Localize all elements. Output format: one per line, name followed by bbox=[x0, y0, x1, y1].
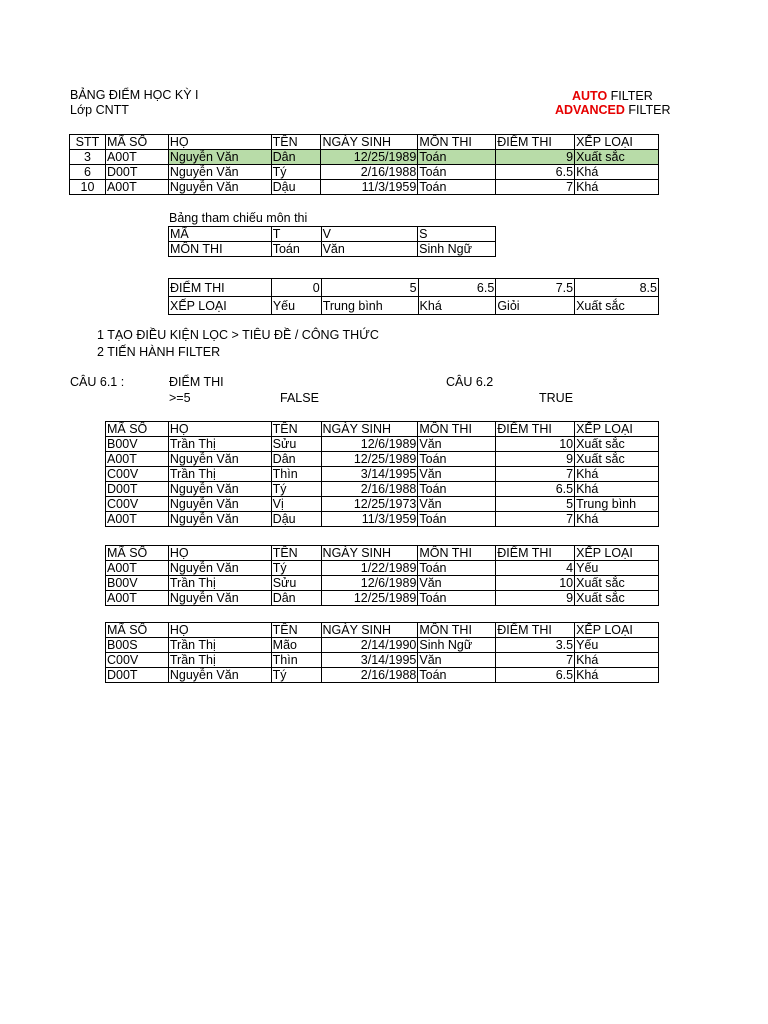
table-row[interactable] bbox=[106, 638, 659, 653]
cell[interactable]: 6.5 bbox=[496, 165, 575, 180]
cell[interactable]: 10 bbox=[496, 437, 575, 452]
subject-ref-table bbox=[168, 226, 496, 257]
cell[interactable]: Trần Thị bbox=[168, 638, 271, 653]
cell[interactable]: Sinh Ngữ bbox=[418, 242, 496, 257]
cell[interactable]: Toán bbox=[418, 165, 496, 180]
main-table bbox=[69, 134, 659, 195]
cell[interactable]: 1/22/1989 bbox=[321, 561, 418, 576]
cell[interactable]: D00T bbox=[106, 482, 169, 497]
cell[interactable]: 10 bbox=[496, 576, 575, 591]
cell[interactable]: S bbox=[418, 227, 496, 242]
cell[interactable]: Sửu bbox=[271, 437, 321, 452]
cell[interactable]: Xuất sắc bbox=[575, 150, 659, 165]
cell[interactable]: Nguyễn Văn bbox=[168, 668, 271, 683]
cell[interactable]: Khá bbox=[575, 482, 659, 497]
table-row bbox=[169, 242, 496, 257]
cell[interactable]: 0 bbox=[271, 279, 321, 297]
cell[interactable]: 7.5 bbox=[496, 279, 575, 297]
header-cell: HỌ bbox=[168, 135, 271, 150]
cell[interactable]: Nguyễn Văn bbox=[168, 591, 271, 606]
cell[interactable]: A00T bbox=[105, 180, 168, 195]
cell[interactable]: ĐIỂM THI bbox=[169, 279, 272, 297]
cell[interactable]: 7 bbox=[496, 467, 575, 482]
cell[interactable]: Nguyễn Văn bbox=[168, 497, 271, 512]
cell[interactable]: Tý bbox=[271, 482, 321, 497]
header-cell: TÊN bbox=[271, 546, 321, 561]
header-cell: NGÀY SINH bbox=[321, 546, 418, 561]
table-row[interactable] bbox=[70, 165, 659, 180]
header-cell: TÊN bbox=[271, 135, 321, 150]
cell[interactable]: Văn bbox=[418, 497, 496, 512]
cell[interactable]: Nguyễn Văn bbox=[168, 150, 271, 165]
cell[interactable]: 9 bbox=[496, 591, 575, 606]
cell[interactable]: Nguyễn Văn bbox=[168, 512, 271, 527]
table-row[interactable] bbox=[106, 467, 659, 482]
table-row[interactable] bbox=[106, 452, 659, 467]
cell[interactable]: Nguyễn Văn bbox=[168, 165, 271, 180]
table-row[interactable] bbox=[106, 437, 659, 452]
q61-label: CÂU 6.1 : bbox=[70, 375, 125, 389]
cell[interactable]: Toán bbox=[418, 512, 496, 527]
cell[interactable]: 6 bbox=[70, 165, 106, 180]
cell[interactable]: Khá bbox=[575, 467, 659, 482]
header-cell: ĐIỂM THI bbox=[496, 623, 575, 638]
header-cell: MÃ SỐ bbox=[106, 422, 169, 437]
cell[interactable]: Khá bbox=[418, 297, 496, 315]
cell[interactable]: Yếu bbox=[271, 297, 321, 315]
q62-label: CÂU 6.2 bbox=[446, 375, 494, 389]
header-cell: MÔN THI bbox=[418, 546, 496, 561]
cell[interactable]: Toán bbox=[418, 561, 496, 576]
cell[interactable]: C00V bbox=[106, 497, 169, 512]
header-cell: ĐIỂM THI bbox=[496, 135, 575, 150]
cell[interactable]: Xuất sắc bbox=[575, 452, 659, 467]
cell[interactable]: 12/6/1989 bbox=[321, 576, 418, 591]
table-header-row bbox=[106, 422, 659, 437]
cell[interactable]: Toán bbox=[418, 482, 496, 497]
cell[interactable]: Nguyễn Văn bbox=[168, 561, 271, 576]
cell[interactable]: Giỏi bbox=[496, 297, 575, 315]
cell[interactable]: Sinh Ngữ bbox=[418, 638, 496, 653]
table-header-row bbox=[106, 546, 659, 561]
cell[interactable]: Văn bbox=[418, 437, 496, 452]
cell[interactable]: Trần Thị bbox=[168, 467, 271, 482]
cell[interactable]: Tý bbox=[271, 668, 321, 683]
cell[interactable]: Xuất sắc bbox=[575, 297, 659, 315]
cell[interactable]: Xuất sắc bbox=[575, 437, 659, 452]
header-cell: MÃ SỐ bbox=[106, 623, 169, 638]
cell[interactable]: A00T bbox=[106, 512, 169, 527]
cell[interactable]: 3/14/1995 bbox=[321, 653, 418, 668]
cell[interactable]: Trần Thị bbox=[168, 437, 271, 452]
cell[interactable]: Khá bbox=[575, 653, 659, 668]
cell[interactable]: C00V bbox=[106, 653, 169, 668]
filter-result-table-3 bbox=[105, 622, 659, 683]
cell[interactable]: Trung bình bbox=[321, 297, 418, 315]
cell[interactable]: 12/6/1989 bbox=[321, 437, 418, 452]
cell[interactable]: Toán bbox=[418, 591, 496, 606]
cell[interactable]: Nguyễn Văn bbox=[168, 452, 271, 467]
cell[interactable]: A00T bbox=[106, 561, 169, 576]
cell[interactable]: MÔN THI bbox=[169, 242, 272, 257]
cell[interactable]: 12/25/1989 bbox=[321, 591, 418, 606]
table-row bbox=[169, 297, 659, 315]
cell[interactable]: Văn bbox=[418, 653, 496, 668]
cell[interactable]: 3.5 bbox=[496, 638, 575, 653]
cell[interactable]: 11/3/1959 bbox=[321, 180, 418, 195]
header-cell: MÃ SỐ bbox=[106, 546, 169, 561]
header-cell: ĐIỂM THI bbox=[496, 546, 575, 561]
header-cell: NGÀY SINH bbox=[321, 135, 418, 150]
filter-result-table-2 bbox=[105, 545, 659, 606]
table-row[interactable] bbox=[106, 653, 659, 668]
cell[interactable]: 5 bbox=[496, 497, 575, 512]
cell[interactable]: 6.5 bbox=[418, 279, 496, 297]
table-row[interactable] bbox=[106, 561, 659, 576]
cell[interactable]: Dân bbox=[271, 452, 321, 467]
cell[interactable]: Thìn bbox=[271, 467, 321, 482]
header-cell: XẾP LOẠI bbox=[575, 135, 659, 150]
class-name: Lớp CNTT bbox=[70, 103, 129, 117]
header-cell: MÔN THI bbox=[418, 135, 496, 150]
grade-ref-table bbox=[168, 278, 659, 315]
header-cell: XẾP LOẠI bbox=[575, 623, 659, 638]
cell[interactable]: A00T bbox=[106, 452, 169, 467]
cell[interactable]: 2/16/1988 bbox=[321, 165, 418, 180]
cell[interactable]: D00T bbox=[105, 165, 168, 180]
cell[interactable]: Văn bbox=[321, 242, 418, 257]
table-row[interactable] bbox=[106, 576, 659, 591]
cell[interactable]: Toán bbox=[418, 180, 496, 195]
cell[interactable]: 6.5 bbox=[496, 668, 575, 683]
cell[interactable]: 6.5 bbox=[496, 482, 575, 497]
table-row[interactable] bbox=[70, 150, 659, 165]
cell[interactable]: Khá bbox=[575, 165, 659, 180]
header-cell: TÊN bbox=[271, 422, 321, 437]
cell[interactable]: Trần Thị bbox=[168, 653, 271, 668]
cell[interactable]: Xuất sắc bbox=[575, 576, 659, 591]
q61-result: FALSE bbox=[280, 391, 319, 405]
cell[interactable]: 10 bbox=[70, 180, 106, 195]
auto-filter-accent: AUTO bbox=[572, 89, 608, 103]
cell[interactable]: 5 bbox=[321, 279, 418, 297]
cell[interactable]: 9 bbox=[496, 150, 575, 165]
cell[interactable]: 8.5 bbox=[575, 279, 659, 297]
q62-result: TRUE bbox=[539, 391, 574, 405]
table-row[interactable] bbox=[106, 497, 659, 512]
cell[interactable]: B00S bbox=[106, 638, 169, 653]
header-cell: NGÀY SINH bbox=[321, 422, 418, 437]
header-cell: HỌ bbox=[168, 623, 271, 638]
table-row[interactable] bbox=[106, 591, 659, 606]
cell[interactable]: Khá bbox=[575, 180, 659, 195]
cell[interactable]: Nguyễn Văn bbox=[168, 180, 271, 195]
cell[interactable]: Dân bbox=[271, 150, 321, 165]
cell[interactable]: 3/14/1995 bbox=[321, 467, 418, 482]
cell[interactable]: C00V bbox=[106, 467, 169, 482]
cell[interactable]: Toán bbox=[418, 452, 496, 467]
table-row bbox=[169, 227, 496, 242]
advanced-filter-label bbox=[555, 103, 671, 117]
table-row[interactable] bbox=[106, 668, 659, 683]
cell[interactable]: Mão bbox=[271, 638, 321, 653]
cell[interactable]: Tý bbox=[271, 165, 321, 180]
cell[interactable]: Trần Thị bbox=[168, 576, 271, 591]
table-row[interactable] bbox=[106, 482, 659, 497]
cell[interactable]: D00T bbox=[106, 668, 169, 683]
cell[interactable]: MÃ bbox=[169, 227, 272, 242]
header-cell: HỌ bbox=[168, 546, 271, 561]
table-row[interactable] bbox=[70, 180, 659, 195]
header-cell: HỌ bbox=[168, 422, 271, 437]
cell[interactable]: Tý bbox=[271, 561, 321, 576]
cell[interactable]: Khá bbox=[575, 512, 659, 527]
header-cell: TÊN bbox=[271, 623, 321, 638]
cell[interactable]: Dậu bbox=[271, 512, 321, 527]
cell[interactable]: Nguyễn Văn bbox=[168, 482, 271, 497]
cell[interactable]: Khá bbox=[575, 668, 659, 683]
cell[interactable]: V bbox=[321, 227, 418, 242]
advanced-filter-accent: ADVANCED bbox=[555, 103, 625, 117]
cell[interactable]: Thìn bbox=[271, 653, 321, 668]
header-cell: NGÀY SINH bbox=[321, 623, 418, 638]
cell[interactable]: 2/16/1988 bbox=[321, 668, 418, 683]
cell[interactable]: XẾP LOẠI bbox=[169, 297, 272, 315]
advanced-filter-rest: FILTER bbox=[624, 103, 671, 117]
cell[interactable]: 12/25/1989 bbox=[321, 150, 418, 165]
header-cell: MÔN THI bbox=[418, 422, 496, 437]
table-row[interactable] bbox=[106, 512, 659, 527]
cell[interactable]: T bbox=[271, 227, 321, 242]
cell[interactable]: A00T bbox=[105, 150, 168, 165]
auto-filter-rest: FILTER bbox=[607, 89, 653, 103]
cell[interactable]: 7 bbox=[496, 180, 575, 195]
cell[interactable]: Toán bbox=[271, 242, 321, 257]
header-cell: MÔN THI bbox=[418, 623, 496, 638]
table-header-row bbox=[106, 623, 659, 638]
cell[interactable]: Yếu bbox=[575, 561, 659, 576]
cell[interactable]: Toán bbox=[418, 150, 496, 165]
cell[interactable]: Trung bình bbox=[575, 497, 659, 512]
cell[interactable]: 7 bbox=[496, 512, 575, 527]
cell[interactable]: 3 bbox=[70, 150, 106, 165]
filter-result-table-1 bbox=[105, 421, 659, 527]
step-2: 2 TIẾN HÀNH FILTER bbox=[97, 345, 221, 359]
sheet-title: BẢNG ĐIỂM HỌC KỲ I bbox=[70, 88, 199, 102]
q61-criteria-value: >=5 bbox=[169, 391, 191, 405]
cell[interactable]: 12/25/1973 bbox=[321, 497, 418, 512]
header-cell: STT bbox=[70, 135, 106, 150]
cell[interactable]: Sửu bbox=[271, 576, 321, 591]
header-cell: MÃ SỐ bbox=[105, 135, 168, 150]
header-cell: ĐIỂM THI bbox=[496, 422, 575, 437]
cell[interactable]: Xuất sắc bbox=[575, 591, 659, 606]
cell[interactable]: Dậu bbox=[271, 180, 321, 195]
table-row bbox=[169, 279, 659, 297]
cell[interactable]: B00V bbox=[106, 576, 169, 591]
cell[interactable]: 11/3/1959 bbox=[321, 512, 418, 527]
cell[interactable]: 2/14/1990 bbox=[321, 638, 418, 653]
cell[interactable]: 7 bbox=[496, 653, 575, 668]
auto-filter-label bbox=[572, 89, 653, 103]
cell[interactable]: Dân bbox=[271, 591, 321, 606]
cell[interactable]: Toán bbox=[418, 668, 496, 683]
cell[interactable]: Yếu bbox=[575, 638, 659, 653]
cell[interactable]: Vị bbox=[271, 497, 321, 512]
cell[interactable]: A00T bbox=[106, 591, 169, 606]
header-cell: XẾP LOẠI bbox=[575, 546, 659, 561]
subject-ref-caption: Bảng tham chiếu môn thi bbox=[169, 211, 308, 225]
cell[interactable]: 2/16/1988 bbox=[321, 482, 418, 497]
cell[interactable]: B00V bbox=[106, 437, 169, 452]
cell[interactable]: 4 bbox=[496, 561, 575, 576]
cell[interactable]: Văn bbox=[418, 467, 496, 482]
cell[interactable]: 12/25/1989 bbox=[321, 452, 418, 467]
header-cell: XẾP LOẠI bbox=[575, 422, 659, 437]
cell[interactable]: 9 bbox=[496, 452, 575, 467]
q61-criteria-header: ĐIỂM THI bbox=[169, 375, 224, 389]
step-1: 1 TẠO ĐIỀU KIỆN LỌC > TIÊU ĐỀ / CÔNG THỨC bbox=[97, 328, 379, 342]
cell[interactable]: Văn bbox=[418, 576, 496, 591]
main-table-header bbox=[70, 135, 659, 150]
